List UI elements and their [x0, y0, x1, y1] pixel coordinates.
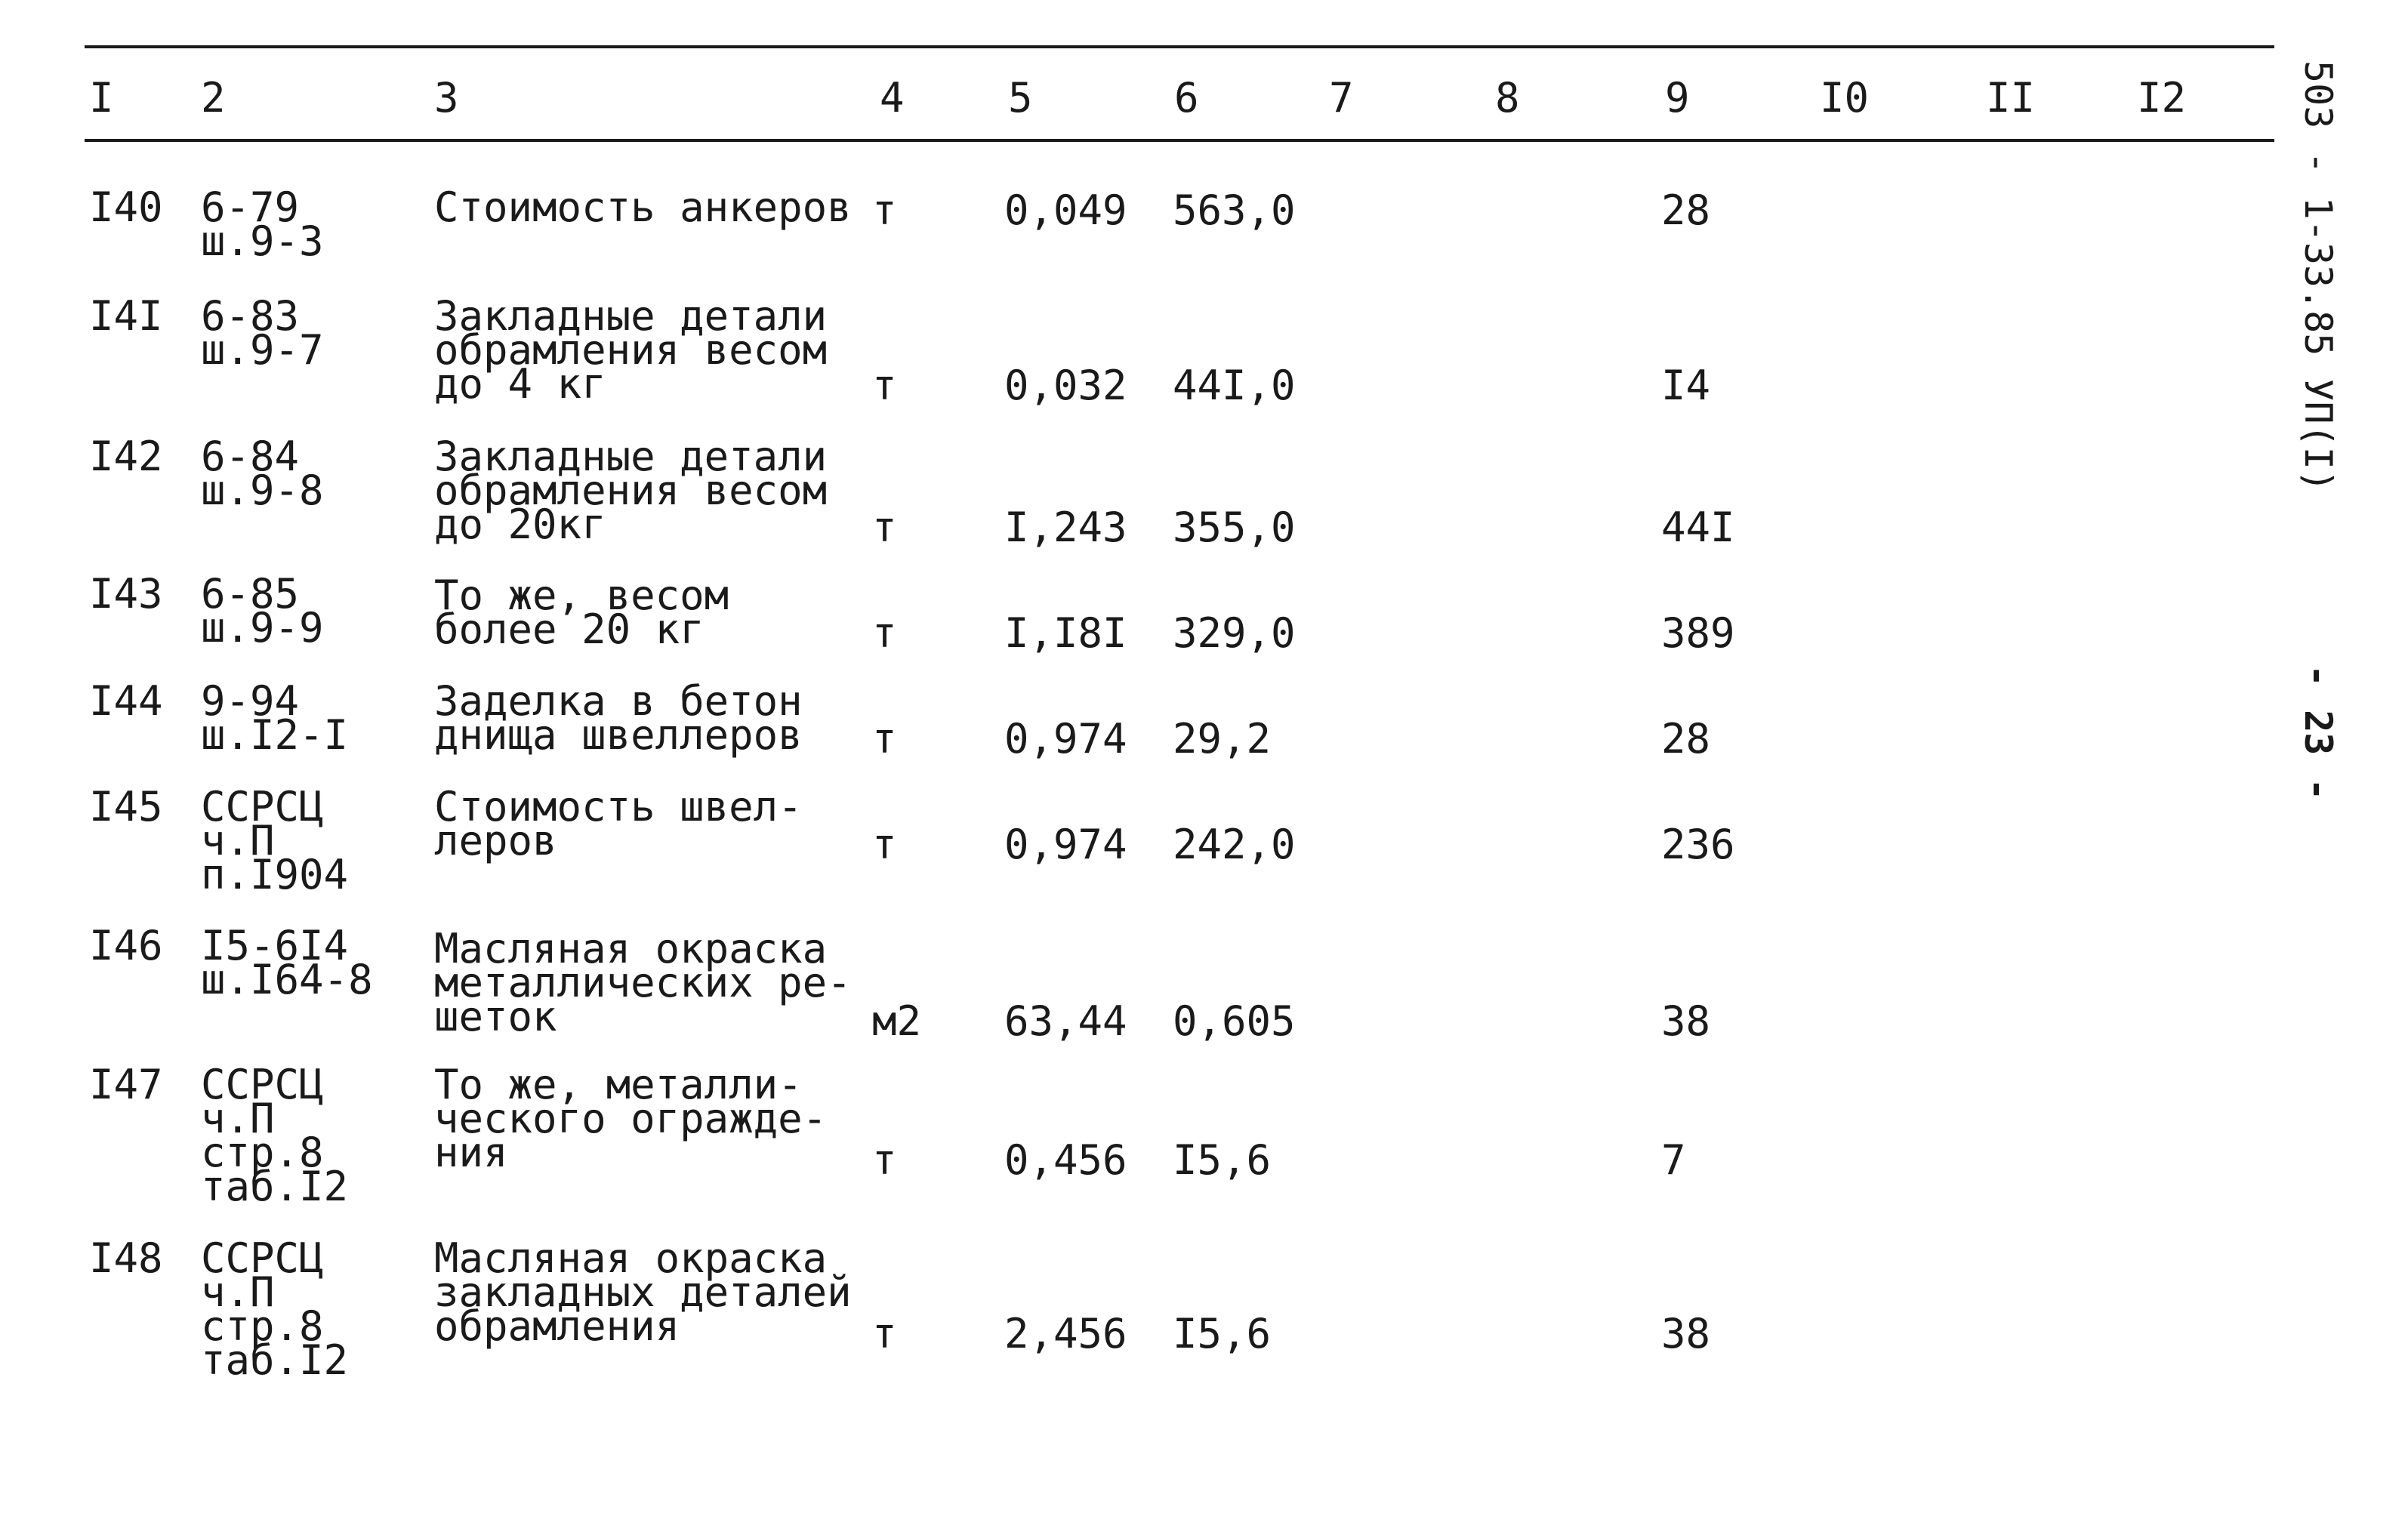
- row-total: 7: [1661, 1136, 1686, 1184]
- row-total: I4: [1661, 362, 1711, 409]
- row-total: 38: [1661, 1310, 1711, 1357]
- row-unit-price: 329,0: [1173, 609, 1296, 657]
- column-header-11: II: [1986, 74, 2036, 122]
- column-header-9: 9: [1665, 74, 1690, 122]
- row-quantity: 0,032: [1004, 362, 1127, 409]
- row-total: 28: [1661, 715, 1711, 763]
- column-header-12: I2: [2137, 74, 2187, 122]
- row-quantity: 2,456: [1004, 1310, 1127, 1357]
- row-norm-code: 6-84 ш.9-8: [201, 433, 324, 514]
- row-unit: т: [872, 1136, 897, 1184]
- row-number: I48: [89, 1234, 163, 1282]
- row-description: То же, металли- ческого огражде- ния: [434, 1061, 828, 1176]
- header-rule: [85, 139, 2274, 142]
- row-norm-code: 6-83 ш.9-7: [201, 292, 324, 374]
- row-description: Масляная окраска металлических ре- шеток: [434, 925, 852, 1040]
- row-norm-code: ССРСЦ ч.П п.I904: [201, 783, 349, 898]
- column-header-4: 4: [880, 74, 905, 122]
- column-header-8: 8: [1495, 74, 1520, 122]
- row-norm-code: ССРСЦ ч.П стр.8 таб.I2: [201, 1234, 349, 1384]
- row-description: Закладные детали обрамления весом до 20кг: [434, 433, 828, 548]
- row-norm-code: 6-79 ш.9-3: [201, 183, 324, 265]
- page-number-stamp: - 23 -: [2296, 664, 2340, 801]
- row-unit: т: [872, 821, 897, 868]
- row-unit: т: [872, 1310, 897, 1357]
- row-norm-code: 9-94 ш.I2-I: [201, 677, 349, 759]
- row-unit-price: I5,6: [1173, 1136, 1272, 1184]
- row-number: I40: [89, 183, 163, 231]
- column-header-5: 5: [1008, 74, 1033, 122]
- row-unit: м2: [872, 997, 922, 1045]
- row-quantity: I,243: [1004, 504, 1127, 551]
- row-unit-price: I5,6: [1173, 1310, 1272, 1357]
- row-quantity: 0,974: [1004, 821, 1127, 868]
- row-quantity: 0,974: [1004, 715, 1127, 763]
- top-rule: [85, 45, 2274, 48]
- row-norm-code: 6-85 ш.9-9: [201, 570, 324, 652]
- document-code-stamp: 503 - 1-33.85 УП(I): [2296, 60, 2340, 492]
- column-header-3: 3: [434, 74, 459, 122]
- row-number: I43: [89, 570, 163, 618]
- column-header-2: 2: [201, 74, 226, 122]
- row-quantity: I,I8I: [1004, 609, 1127, 657]
- row-unit-price: 29,2: [1173, 715, 1272, 763]
- row-unit-price: 355,0: [1173, 504, 1296, 551]
- row-description: Стоимость анкеров: [434, 183, 852, 231]
- row-description: Заделка в бетон днища швеллеров: [434, 677, 803, 759]
- row-unit-price: 0,605: [1173, 997, 1296, 1045]
- row-unit: т: [872, 715, 897, 763]
- row-unit-price: 563,0: [1173, 186, 1296, 234]
- column-header-7: 7: [1329, 74, 1354, 122]
- row-unit: т: [872, 504, 897, 551]
- row-quantity: 0,049: [1004, 186, 1127, 234]
- row-total: 236: [1661, 821, 1735, 868]
- row-unit: т: [872, 609, 897, 657]
- row-unit-price: 44I,0: [1173, 362, 1296, 409]
- row-total: 38: [1661, 997, 1711, 1045]
- row-unit: т: [872, 186, 897, 234]
- row-norm-code: I5-6I4 ш.I64-8: [201, 922, 373, 1003]
- row-norm-code: ССРСЦ ч.П стр.8 таб.I2: [201, 1061, 349, 1210]
- row-description: Масляная окраска закладных деталей обрамления: [434, 1234, 852, 1350]
- row-unit: т: [872, 362, 897, 409]
- row-number: I42: [89, 433, 163, 480]
- row-number: I45: [89, 783, 163, 830]
- row-number: I47: [89, 1061, 163, 1108]
- row-total: 389: [1661, 609, 1735, 657]
- row-total: 28: [1661, 186, 1711, 234]
- row-description: То же, весом более 20 кг: [434, 572, 729, 653]
- row-number: I46: [89, 922, 163, 969]
- row-unit-price: 242,0: [1173, 821, 1296, 868]
- row-quantity: 63,44: [1004, 997, 1127, 1045]
- row-description: Закладные детали обрамления весом до 4 кг: [434, 292, 828, 408]
- column-header-1: I: [89, 74, 114, 122]
- row-quantity: 0,456: [1004, 1136, 1127, 1184]
- column-header-6: 6: [1174, 74, 1199, 122]
- row-total: 44I: [1661, 504, 1735, 551]
- row-description: Стоимость швел- леров: [434, 783, 803, 864]
- row-number: I44: [89, 677, 163, 725]
- column-header-10: I0: [1820, 74, 1870, 122]
- row-number: I4I: [89, 292, 163, 340]
